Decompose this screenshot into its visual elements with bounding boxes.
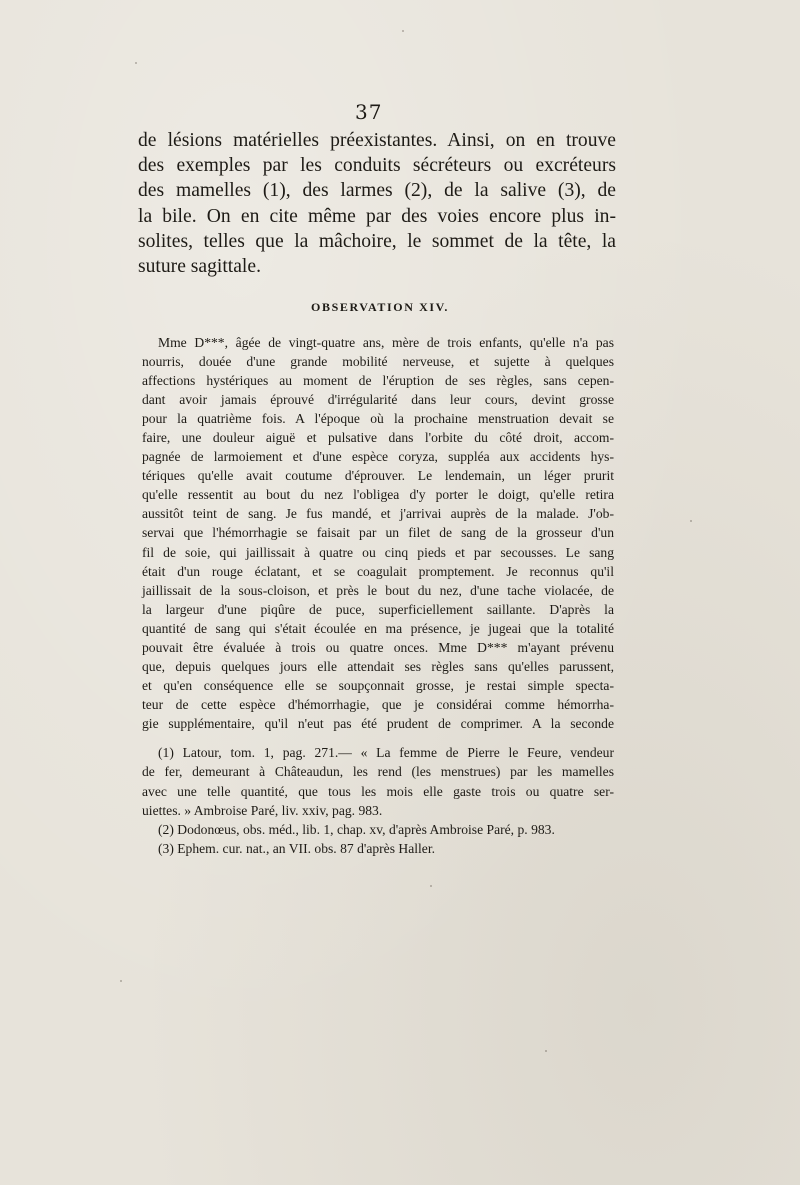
text-line: et qu'en conséquence elle se soupçonnait grosse, je restai simple specta- (142, 677, 614, 693)
footnote-1-line: uiettes. » Ambroise Paré, liv. xxiv, pag. 983. (142, 802, 383, 818)
text-line: nourris, douée d'une grande mobilité nerveuse, et sujette à quelques (142, 354, 614, 370)
text-line: quantité de sang qui s'était écoulée en ma présence, je jugeai que la totalité (142, 620, 614, 636)
text-line: suture sagittale. (138, 255, 261, 277)
page-number: 37 (355, 100, 383, 124)
text-line: affections hystériques au moment de l'éruption de ses règles, sans cepen- (142, 373, 614, 389)
paper-speck (135, 62, 137, 64)
text-line: la largeur d'une piqûre de puce, superficiellement saillante. D'après la (142, 601, 614, 617)
text-line: que, depuis quelques jours elle attendait ses règles sans qu'elles parussent, (142, 658, 614, 674)
text-line: dant avoir jamais éprouvé d'irrégularité dans leur cours, devint grosse (142, 392, 614, 408)
text-line: solites, telles que la mâchoire, le sommet de la tête, la (138, 230, 616, 252)
footnote-2: (2) Dodonœus, obs. méd., lib. 1, chap. xv, d'après Ambroise Paré, p. 983. (158, 822, 555, 838)
text-line: pour la quatrième fois. A l'époque où la prochaine menstruation devait se (142, 411, 614, 427)
text-line: tériques qu'elle avait coutume d'éprouver. Le lendemain, un léger prurit (142, 468, 614, 484)
text-line: pagnée de larmoiement et d'une espèce coryza, suppléa aux accidents hys- (142, 449, 614, 465)
text-line: teur de cette espèce d'hémorrhagie, que je considérai comme hémorrha- (142, 696, 614, 712)
paper-speck (120, 980, 122, 982)
text-line: servai que l'hémorrhagie se faisait par un filet de sang de la grosseur d'un (142, 525, 614, 541)
text-line: des mamelles (1), des larmes (2), de la salive (3), de (138, 180, 616, 202)
text-line: qu'elle ressentit au bout du nez l'obligea d'y porter le doigt, qu'elle retira (142, 487, 614, 503)
paper-speck (402, 30, 404, 32)
text-line: pouvait être évaluée à trois ou quatre onces. Mme D*** m'ayant prévenu (142, 639, 614, 655)
paper-speck (690, 520, 692, 522)
text-line: aussitôt teint de sang. Je fus mandé, et j'arrivai auprès de la malade. J'ob- (142, 506, 614, 522)
text-line: des exemples par les conduits sécréteurs ou excréteurs (138, 155, 616, 177)
footnote-3: (3) Ephem. cur. nat., an VII. obs. 87 d'après Haller. (158, 841, 436, 857)
paper-speck (545, 1050, 547, 1052)
text-line: gie supplémentaire, qu'il n'eut pas été prudent de comprimer. A la seconde (142, 715, 614, 731)
text-line: Mme D***, âgée de vingt-quatre ans, mère de trois enfants, qu'elle n'a pas (158, 335, 614, 350)
observation-heading: OBSERVATION XIV. (311, 300, 449, 314)
intro-paragraph (138, 128, 616, 279)
text-line: la bile. On en cite même par des voies encore plus in- (138, 205, 616, 227)
text-line: fil de soie, qui jaillissait à quatre ou cinq pieds et par secousses. Le sang (142, 544, 614, 560)
text-line: jaillissait de la sous-cloison, et près le bout du nez, d'une tache violacée, de (142, 582, 614, 598)
text-line: de lésions matérielles préexistantes. Ainsi, on en trouve (138, 130, 616, 151)
paper-speck (430, 885, 432, 887)
footnote-1-line: (1) Latour, tom. 1, pag. 271.— « La femme de Pierre le Feure, vendeur (158, 745, 614, 760)
text-line: était d'un rouge éclatant, et se coagulait promptement. Je reconnus qu'il (142, 563, 614, 579)
footnote-1-line: avec une telle quantité, que tous les mois elle gaste trois ou quatre ser- (142, 783, 614, 799)
footnote-1-line: de fer, demeurant à Châteaudun, les rend (les menstrues) par les mamelles (142, 764, 614, 780)
footnotes (142, 743, 614, 859)
observation-paragraph (142, 333, 614, 733)
text-line: faire, une douleur aiguë et pulsative dans l'orbite du côté droit, accom- (142, 430, 614, 446)
